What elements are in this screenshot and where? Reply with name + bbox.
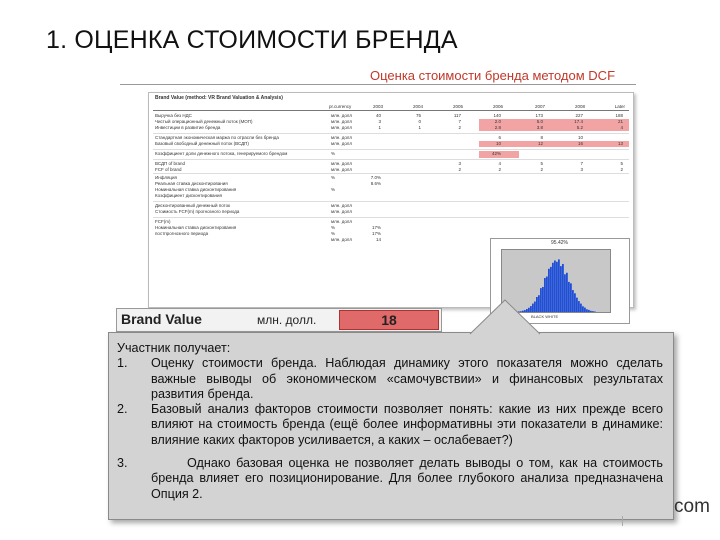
table-cell: 2 (458, 167, 461, 172)
table-cell: 3 (458, 161, 461, 166)
row-unit: млн. долл (331, 203, 352, 208)
row-unit: млн. долл (331, 141, 352, 146)
row-unit: млн. долл (331, 209, 352, 214)
brand-value-amount: 18 (339, 310, 439, 330)
table-cell: 0 (418, 119, 421, 124)
row-unit: % (331, 225, 336, 230)
row-unit: млн. долл (331, 167, 352, 172)
year-header: Later (614, 104, 625, 109)
table-cell: 2 (540, 167, 543, 172)
row-unit: млн. долл (331, 125, 352, 130)
row-unit: млн. долл (331, 135, 352, 140)
table-cell: 10 (577, 135, 583, 140)
item-text: Базовый анализ факторов стоимости позволяет понять: какие из них прежде всего влияют на стоимость бренда (ещё более информативны эти показатели в динамике: влияние каких факторов усиливается, а каких – ослабевает?) (151, 402, 663, 447)
table-cell: 1 (418, 125, 421, 130)
table-cell: 3.8 (536, 125, 543, 130)
table-cell: 10 (495, 141, 501, 146)
year-header: 2005 (452, 104, 463, 109)
item-text: Однако базовая оценка не позволяет делать выводы о том, как на стоимость бренда влияет его позиционирование. Для более глубокого анализа предназначена Опция 2. (151, 456, 663, 501)
year-header: 2004 (412, 104, 423, 109)
table-cell: 2.0 (494, 119, 501, 124)
table-cell: 7.0% (370, 175, 381, 180)
row-label: Стоимость FCF(m) прогнозного периода (155, 209, 240, 214)
row-label: FCF of brand (155, 167, 182, 172)
row-unit: % (331, 231, 336, 236)
item-number: 3. (117, 456, 128, 471)
row-label: Базовый свободный денежный поток (ВСДП) (155, 141, 249, 146)
table-cell: 12 (537, 141, 543, 146)
year-header: 2003 (372, 104, 383, 109)
table-cell: 2 (620, 167, 623, 172)
table-cell: 7 (458, 119, 461, 124)
table-cell: 42% (491, 151, 501, 156)
table-cell: 3 (580, 167, 583, 172)
table-cell: 21 (617, 119, 623, 124)
table-cell: 4 (498, 161, 501, 166)
row-label: Номинальная ставка дисконтирования (155, 225, 237, 230)
page-title: 1. ОЦЕНКА СТОИМОСТИ БРЕНДА (46, 26, 458, 54)
row-label: Номинальная ставка дисконтирования (155, 187, 237, 192)
table-cell: 3 (378, 119, 381, 124)
table-cell: 5.0 (536, 119, 543, 124)
row-label: Коэффициент дисконтирования (155, 193, 222, 198)
table-cell: 17% (371, 225, 381, 230)
background-logo-text: com (674, 496, 710, 517)
spreadsheet-title: Brand Value (method: VR Brand Valuation & Analysis) (155, 95, 283, 101)
row-unit: млн. долл (331, 113, 352, 118)
row-label: ВСДП of brand (155, 161, 186, 166)
row-label: Дисконтированный денежный поток (155, 203, 231, 208)
row-label: постпрогнозного периода (155, 231, 209, 236)
table-cell: 5 (540, 161, 543, 166)
item-text: Оценку стоимости бренда. Наблюдая динамику этого показателя можно сделать важные выводы об экономическом «самочувствии» и финансовых результатах развития бренда. (151, 356, 663, 401)
row-label: Выручка без НДС (155, 113, 192, 118)
table-cell: 75 (415, 113, 421, 118)
year-header: 2006 (492, 104, 503, 109)
table-cell: 14 (375, 237, 381, 242)
table-cell: 117 (453, 113, 461, 118)
table-cell: 8 (540, 135, 543, 140)
row-unit: % (331, 187, 336, 192)
row-label: Инфляция (155, 175, 177, 180)
row-unit: % (331, 151, 336, 156)
row-label: Коэффициент доли денежного потока, генерируемого брендом (155, 151, 288, 156)
header-unit: рr.currency (329, 104, 352, 109)
row-label: Чистый операционный денежный поток (МОП) (155, 119, 253, 124)
table-cell: 6 (498, 135, 501, 140)
brand-value-units: млн. долл. (257, 313, 317, 327)
table-cell: 188 (615, 113, 623, 118)
table-cell: 2 (498, 167, 501, 172)
table-cell: 7 (580, 161, 583, 166)
row-label: Инвестиции в развитие бренда (155, 125, 221, 130)
table-cell: 8.6% (370, 181, 381, 186)
table-cell: 140 (493, 113, 501, 118)
table-cell: 173 (535, 113, 543, 118)
table-cell: 227 (575, 113, 583, 118)
table-cell: 4 (620, 125, 623, 130)
callout-intro: Участник получает: (117, 341, 231, 355)
table-cell: 16 (577, 141, 583, 146)
brand-value-label: Brand Value (121, 311, 202, 327)
row-unit: млн. долл (331, 161, 352, 166)
row-label: Стандартная экономическая маржа по отрасли без бренда (155, 135, 279, 140)
table-cell: 2 (458, 125, 461, 130)
year-header: 2007 (534, 104, 545, 109)
table-cell: 2.8 (494, 125, 501, 130)
histogram-footer: BLACK WHITE (531, 314, 559, 319)
row-label: Реальная ставка дисконтирования (155, 181, 228, 186)
table-cell: 13 (617, 141, 623, 146)
table-cell: 17.4 (574, 119, 583, 124)
row-unit: млн. долл (331, 119, 352, 124)
year-header: 2008 (574, 104, 585, 109)
table-cell: 40 (375, 113, 381, 118)
table-cell: 5.2 (576, 125, 583, 130)
histogram-title: 95.42% (551, 240, 568, 246)
table-cell: 17% (371, 231, 381, 236)
table-cell: 1 (378, 125, 381, 130)
item-number: 2. (117, 402, 128, 417)
row-unit: % (331, 175, 336, 180)
table-cell: 5 (620, 161, 623, 166)
row-label: FCF(m) (155, 219, 171, 224)
row-unit: млн. долл (331, 237, 352, 242)
row-unit: млн. долл (331, 219, 352, 224)
item-number: 1. (117, 356, 128, 371)
page-subtitle: Оценка стоимости бренда методом DCF (370, 68, 616, 83)
